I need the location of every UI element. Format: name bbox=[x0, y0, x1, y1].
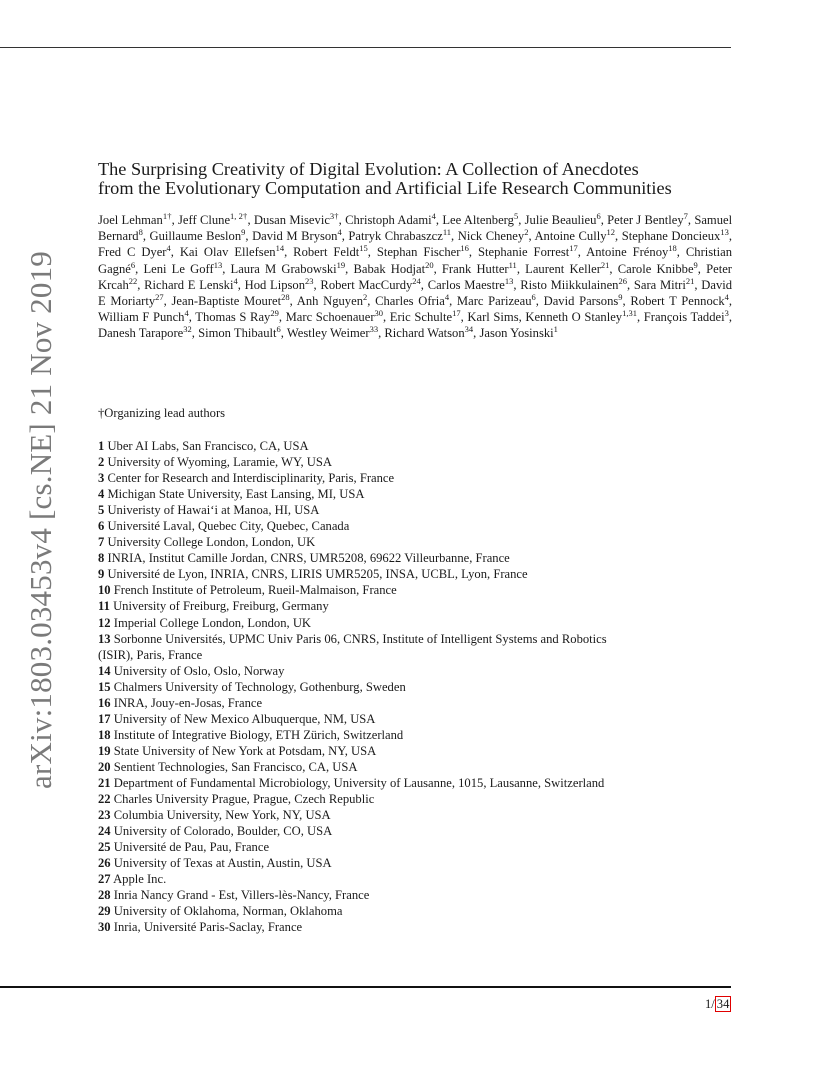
author-name: Kenneth O Stanley bbox=[525, 310, 623, 325]
affiliation-number: 15 bbox=[98, 679, 111, 694]
affiliation-text: Imperial College London, London, UK bbox=[113, 615, 312, 630]
affiliation-text: University of New Mexico Albuquerque, NM, USA bbox=[113, 711, 376, 726]
author bbox=[297, 294, 368, 308]
author-affiliation-marker: 18 bbox=[668, 243, 677, 254]
author-affiliation-marker: 33 bbox=[369, 324, 379, 335]
author-name: Marc Parizeau bbox=[456, 294, 532, 309]
author-affiliation-marker: 3 bbox=[724, 308, 729, 319]
affiliation-item bbox=[98, 518, 738, 534]
author-affiliation-marker: 4 bbox=[337, 227, 342, 238]
affiliation-text: Apple Inc. bbox=[113, 872, 167, 887]
author-name: Danesh Tarapore bbox=[98, 326, 184, 341]
affiliation-number: 10 bbox=[98, 583, 111, 598]
author-name: Christoph Adami bbox=[345, 213, 432, 227]
author-name: Charles Ofria bbox=[375, 294, 445, 309]
affiliation-number: 9 bbox=[98, 567, 105, 582]
author-affiliation-marker: 4 bbox=[431, 211, 436, 221]
affiliation-item bbox=[98, 743, 738, 759]
author bbox=[633, 275, 695, 292]
affiliation-item bbox=[98, 871, 738, 887]
author-affiliation-marker: 4 bbox=[724, 292, 729, 303]
affiliation-text: Center for Research and Interdisciplinarity, Paris, France bbox=[107, 471, 395, 486]
affiliation-text: University of Oslo, Oslo, Norway bbox=[113, 663, 285, 678]
author-name: David E Moriarty bbox=[98, 277, 733, 309]
affiliation-text: State University of New York at Potsdam, NY, USA bbox=[113, 743, 377, 758]
author-name: Kai Olav Ellefsen bbox=[179, 245, 276, 260]
affiliation-text: INRIA, Institut Camille Jordan, CNRS, UMR5208, 69622 Villeurbanne, France bbox=[107, 551, 510, 566]
affiliation-item bbox=[98, 695, 738, 711]
affiliation-item bbox=[98, 598, 738, 614]
author bbox=[377, 245, 469, 259]
title-line-1: The Surprising Creativity of Digital Evolution: A Collection of Anecdotes bbox=[98, 159, 639, 179]
affiliation-text: INRA, Jouy-en-Josas, France bbox=[113, 695, 263, 710]
page-number bbox=[705, 996, 731, 1012]
author bbox=[525, 310, 637, 324]
author bbox=[390, 310, 461, 324]
affiliation-item bbox=[98, 486, 738, 502]
author-name: Stephan Fischer bbox=[376, 245, 461, 260]
affiliation-number: 29 bbox=[98, 904, 111, 919]
author-affiliation-marker: 4 bbox=[444, 292, 450, 303]
affiliation-number: 5 bbox=[98, 503, 105, 518]
author-affiliation-marker: 2 bbox=[524, 227, 529, 238]
author-affiliation-marker: 6 bbox=[596, 211, 601, 221]
affiliation-item bbox=[98, 663, 738, 679]
author-list: Joel Lehman$^{1\dagger}$, Jeff Clune$^{1, 2\dagger}$, Dusan Misevic$^{3\dagger}$, Christoph Adami$^4$, Lee Altenberg$^5$, Julie Beaulieu$^6$, Peter J Bentley$^7$, Samuel Bernard$^8$, Guillaume Beslon$^9$, David M Bryson$^4$, Patryk Chrabaszcz$^{11}$, Nick Cheney$^2$, Antoine Cully$^{12}$, Stephane Doncieux$^{13}$, Fred C Dyer$^4$, Kai Olav Ellefsen$^{14}$, Robert Feldt$^{15}$, Stephan Fischer$^{16}$, Stephanie Forrest$^{17}$, Antoine Frénoy$^{18}$, Christian Gagné$^6$, Leni Le Goff$^{13}$, Laura M Grabowski$^{19}$, Babak Hodjat$^{20}$, Frank Hutter$^{11}$, Laurent Keller$^{21}$, Carole Knibbe$^9$, Peter Krcah$^{22}$, Richard E Lenski$^4$, Hod Lipson$^{23}$, Robert MacCurdy$^{24}$, Carlos Maestre$^{13}$, Risto Miikkulainen$^{26}$, Sara Mitri$^{21}$, David E Moriarty$^{27}$, Jean-Baptiste Mouret$^{28}$, Anh Nguyen$^2$, Charles Ofria$^4$, Marc Parizeau$^6$, David Parsons$^9$, Robert T Pennock$^4$, William F Punch$^4$, Thomas S Ray$^{29}$, Marc Schoenauer$^{30}$, Eric Schulte$^{17}$, Karl Sims, Kenneth O Stanley$^{1,31}$, François Taddei$^3$, Danesh Tarapore$^{32}$, Simon Thibault$^6$, Westley Weimer$^{33}$, Richard Watson$^{34}$, Jason Yosinski$^1$ bbox=[98, 211, 733, 341]
author-affiliation-marker: 1, 2† bbox=[230, 211, 248, 221]
affiliation-item bbox=[98, 679, 738, 695]
arxiv-identifier[interactable]: arXiv:1803.03453v4 [cs.NE] 21 Nov 2019 bbox=[23, 251, 58, 789]
affiliation-number: 16 bbox=[98, 695, 111, 710]
author bbox=[98, 326, 192, 340]
affiliation-number: 6 bbox=[98, 519, 105, 534]
affiliation-text: Sorbonne Universités, UPMC Univ Paris 06, CNRS, Institute of Intelligent Systems and Robotics bbox=[113, 631, 607, 646]
author-name: Jean-Baptiste Mouret bbox=[171, 294, 282, 309]
author-affiliation-marker: 26 bbox=[618, 275, 627, 286]
author-affiliation-marker: 27 bbox=[155, 292, 164, 303]
author bbox=[525, 213, 601, 227]
footer-rule bbox=[0, 986, 731, 988]
author-affiliation-marker: 9 bbox=[241, 227, 246, 238]
affiliation-item bbox=[98, 470, 738, 486]
affiliation-text: University of Oklahoma, Norman, Oklahoma bbox=[113, 904, 343, 919]
paper-title bbox=[98, 160, 738, 198]
author-affiliation-marker: 20 bbox=[425, 259, 434, 270]
author-affiliation-marker: 13 bbox=[720, 227, 729, 238]
author-name: Westley Weimer bbox=[286, 326, 370, 341]
author-name: François Taddei bbox=[643, 310, 725, 325]
affiliation-item bbox=[98, 454, 738, 470]
affiliation-text: Charles University Prague, Prague, Czech Republic bbox=[113, 792, 375, 807]
author-name: Peter Krcah bbox=[98, 261, 732, 292]
affiliation-number: 21 bbox=[98, 775, 111, 790]
author-name: Hod Lipson bbox=[244, 277, 306, 292]
author bbox=[520, 275, 627, 292]
author bbox=[178, 213, 247, 227]
author-affiliation-marker: 17 bbox=[569, 243, 578, 254]
author-name: Jason Yosinski bbox=[479, 326, 554, 341]
author-name: David M Bryson bbox=[252, 229, 338, 244]
author-name: Nick Cheney bbox=[457, 229, 525, 244]
affiliation-item bbox=[98, 615, 738, 631]
affiliation-text: University of Wyoming, Laramie, WY, USA bbox=[107, 455, 332, 470]
author-name: Babak Hodjat bbox=[353, 261, 426, 276]
affiliation-item bbox=[98, 823, 738, 839]
affiliation-number: 20 bbox=[98, 759, 111, 774]
affiliation-item bbox=[98, 791, 738, 807]
author-affiliation-marker: 4 bbox=[233, 275, 238, 286]
author bbox=[630, 294, 729, 308]
affiliation-item bbox=[98, 775, 738, 791]
affiliation-text: Sentient Technologies, San Francisco, CA, USA bbox=[113, 759, 358, 774]
author-affiliation-marker: 13 bbox=[504, 275, 514, 286]
author bbox=[287, 326, 378, 340]
author bbox=[230, 259, 346, 276]
author-name: Jeff Clune bbox=[178, 213, 231, 227]
author-name: Thomas S Ray bbox=[195, 310, 271, 325]
author-name: Patryk Chrabaszcz bbox=[348, 229, 443, 244]
author bbox=[442, 213, 518, 227]
author-affiliation-marker: 17 bbox=[452, 308, 461, 319]
affiliation-item bbox=[98, 855, 738, 871]
author-name: Dusan Misevic bbox=[253, 213, 330, 227]
affiliation-item bbox=[98, 550, 738, 566]
affiliation-item bbox=[98, 631, 738, 647]
affiliation-item bbox=[98, 839, 738, 855]
affiliation-number: 22 bbox=[98, 792, 111, 807]
author bbox=[427, 275, 514, 292]
affiliation-text: Columbia University, New York, NY, USA bbox=[113, 808, 331, 823]
affiliation-continuation: (ISIR), Paris, France bbox=[98, 647, 203, 662]
affiliation-text: French Institute of Petroleum, Rueil-Malmaison, France bbox=[113, 583, 397, 598]
author-affiliation-marker: 24 bbox=[412, 275, 421, 286]
affiliation-item bbox=[98, 502, 738, 518]
header-rule bbox=[0, 47, 731, 48]
author-name: Carole Knibbe bbox=[617, 261, 694, 276]
author bbox=[286, 310, 383, 324]
author-name: Laurent Keller bbox=[525, 261, 601, 276]
author-name: Karl Sims bbox=[467, 310, 519, 325]
title-line-2: from the Evolutionary Computation and Artificial Life Research Communities bbox=[98, 178, 672, 198]
affiliation-number: 14 bbox=[98, 663, 111, 678]
affiliation-number: 3 bbox=[98, 471, 105, 486]
affiliation-item bbox=[98, 534, 738, 550]
author-name: Christian Gagné bbox=[98, 245, 733, 276]
affiliation-item bbox=[98, 759, 738, 775]
affiliation-text: Inria, Université Paris-Saclay, France bbox=[113, 920, 303, 935]
affiliation-number: 18 bbox=[98, 727, 111, 742]
author-name: David Parsons bbox=[543, 294, 619, 309]
author bbox=[98, 310, 189, 324]
author bbox=[98, 245, 171, 259]
page-current: 1 bbox=[705, 997, 712, 1011]
author-affiliation-marker: 13 bbox=[213, 259, 223, 270]
author-affiliation-marker: 11 bbox=[508, 259, 517, 270]
author-affiliation-marker: 9 bbox=[618, 292, 623, 303]
affiliation-text: Université de Pau, Pau, France bbox=[113, 840, 270, 855]
affiliation-number: 12 bbox=[98, 615, 111, 630]
author-name: Eric Schulte bbox=[389, 310, 453, 325]
author-name: Carlos Maestre bbox=[427, 277, 505, 292]
author-affiliation-marker: 1,31 bbox=[622, 308, 637, 319]
affiliation-text: Institute of Integrative Biology, ETH Zürich, Switzerland bbox=[113, 727, 404, 742]
author-affiliation-marker: 15 bbox=[359, 243, 368, 254]
author-name: William F Punch bbox=[98, 310, 185, 325]
author-name: Richard E Lenski bbox=[144, 277, 234, 292]
affiliation-item bbox=[98, 582, 738, 598]
author-affiliation-marker: 1† bbox=[162, 211, 172, 221]
author-name: Frank Hutter bbox=[441, 261, 509, 276]
affiliation-text: Univeristy of Hawai‘i at Manoa, HI, USA bbox=[107, 503, 320, 518]
author bbox=[544, 294, 623, 308]
author-name: Stephanie Forrest bbox=[477, 245, 570, 260]
author bbox=[244, 275, 314, 292]
author-affiliation-marker: 32 bbox=[183, 324, 192, 335]
author-affiliation-marker: 8 bbox=[138, 227, 143, 238]
author-name: Marc Schoenauer bbox=[285, 310, 375, 325]
author bbox=[458, 229, 529, 243]
affiliation-number: 7 bbox=[98, 535, 105, 550]
affiliation-item bbox=[98, 566, 738, 582]
author-affiliation-marker: 6 bbox=[531, 292, 536, 303]
author-name: Simon Thibault bbox=[198, 326, 277, 341]
author-name: Stephane Doncieux bbox=[621, 229, 721, 244]
author bbox=[622, 229, 729, 243]
lead-authors-note: †Organizing lead authors bbox=[98, 406, 226, 420]
author-affiliation-marker: 12 bbox=[606, 227, 616, 238]
author-affiliation-marker: 21 bbox=[685, 275, 695, 286]
affiliation-number: 17 bbox=[98, 711, 111, 726]
affiliation-number: 27 bbox=[98, 872, 111, 887]
affiliation-item bbox=[98, 711, 738, 727]
affiliation-item bbox=[98, 919, 738, 935]
affiliation-item bbox=[98, 727, 738, 743]
affiliation-number: 8 bbox=[98, 551, 105, 566]
author bbox=[384, 326, 473, 340]
affiliation-list bbox=[98, 438, 738, 935]
author bbox=[375, 294, 449, 308]
affiliation-number: 28 bbox=[98, 888, 111, 903]
author-name: Antoine Cully bbox=[534, 229, 607, 244]
author bbox=[149, 229, 245, 243]
author bbox=[478, 245, 578, 259]
author-affiliation-marker: 23 bbox=[305, 275, 314, 286]
author-affiliation-marker: 34 bbox=[464, 324, 474, 335]
affiliation-text: Université Laval, Quebec City, Quebec, Canada bbox=[107, 519, 350, 534]
author bbox=[467, 310, 518, 324]
affiliation-text: Department of Fundamental Microbiology, University of Lausanne, 1015, Lausanne, Switzerland bbox=[113, 775, 605, 790]
page-separator: / bbox=[711, 997, 715, 1011]
author-affiliation-marker: 5 bbox=[513, 211, 519, 221]
author bbox=[195, 310, 279, 324]
author bbox=[320, 275, 421, 292]
affiliation-number: 4 bbox=[98, 487, 105, 502]
affiliation-text: Michigan State University, East Lansing, MI, USA bbox=[107, 487, 365, 502]
author-affiliation-marker: 1 bbox=[553, 324, 558, 335]
author-name: Lee Altenberg bbox=[442, 213, 514, 227]
author bbox=[143, 259, 223, 276]
author bbox=[586, 245, 677, 259]
author bbox=[479, 326, 557, 340]
author bbox=[252, 229, 342, 243]
affiliation-number: 19 bbox=[98, 743, 111, 758]
author-affiliation-marker: 29 bbox=[270, 308, 279, 319]
author-name: Anh Nguyen bbox=[296, 294, 363, 309]
author-name: Guillaume Beslon bbox=[149, 229, 242, 244]
author-name: Fred C Dyer bbox=[98, 245, 167, 260]
affiliation-text: Uber AI Labs, San Francisco, CA, USA bbox=[107, 439, 309, 453]
author-name: Risto Miikkulainen bbox=[520, 277, 619, 292]
author-affiliation-marker: 28 bbox=[281, 292, 290, 303]
author-name: Peter J Bentley bbox=[607, 213, 684, 227]
author-name: Laura M Grabowski bbox=[230, 261, 337, 276]
author-name: Julie Beaulieu bbox=[524, 213, 597, 227]
author-affiliation-marker: 11 bbox=[442, 227, 452, 238]
author-affiliation-marker: 14 bbox=[275, 243, 285, 254]
affiliation-item bbox=[98, 438, 738, 454]
author bbox=[345, 213, 436, 227]
affiliation-number: 25 bbox=[98, 840, 111, 855]
author-affiliation-marker: 9 bbox=[693, 259, 698, 270]
affiliation-item bbox=[98, 903, 738, 919]
author-name: Leni Le Goff bbox=[143, 261, 214, 276]
author-name: Robert Feldt bbox=[293, 245, 360, 260]
affiliation-number: 13 bbox=[98, 631, 111, 646]
affiliation-text: University of Freiburg, Freiburg, Germany bbox=[113, 599, 329, 614]
affiliation-number: 26 bbox=[98, 856, 111, 871]
affiliation-number: 1 bbox=[98, 439, 105, 453]
author-name: Robert MacCurdy bbox=[320, 277, 413, 292]
affiliation-number: 2 bbox=[98, 455, 105, 470]
author bbox=[607, 213, 688, 227]
affiliation-number: 30 bbox=[98, 920, 111, 935]
affiliation-number: 23 bbox=[98, 808, 111, 823]
author bbox=[198, 326, 281, 340]
affiliation-text: University of Texas at Austin, Austin, USA bbox=[113, 856, 332, 871]
author bbox=[441, 259, 517, 276]
author-affiliation-marker: 6 bbox=[276, 324, 281, 335]
author-name: Joel Lehman bbox=[98, 213, 163, 227]
author bbox=[353, 259, 434, 276]
affiliation-text: Université de Lyon, INRIA, CNRS, LIRIS UMR5205, INSA, UCBL, Lyon, France bbox=[107, 567, 528, 582]
affiliation-number: 11 bbox=[98, 599, 110, 614]
author bbox=[172, 294, 290, 308]
author bbox=[534, 229, 615, 243]
author bbox=[644, 310, 729, 324]
author-affiliation-marker: 6 bbox=[130, 259, 136, 270]
author bbox=[98, 213, 172, 227]
author-affiliation-marker: 7 bbox=[683, 211, 688, 221]
author-affiliation-marker: 22 bbox=[128, 275, 138, 286]
author-affiliation-marker: 4 bbox=[184, 308, 189, 319]
author-affiliation-marker: 19 bbox=[336, 259, 346, 270]
author-name: Robert T Pennock bbox=[630, 294, 725, 309]
author-affiliation-marker: 16 bbox=[460, 243, 469, 254]
author-affiliation-marker: 21 bbox=[600, 259, 610, 270]
author-affiliation-marker: 3† bbox=[329, 211, 339, 221]
affiliation-text: University of Colorado, Boulder, CO, USA bbox=[113, 824, 333, 839]
author bbox=[525, 259, 610, 276]
total-pages-link[interactable]: 34 bbox=[716, 997, 730, 1011]
author bbox=[254, 213, 339, 227]
author bbox=[457, 294, 536, 308]
author-name: Antoine Frénoy bbox=[586, 245, 669, 260]
affiliation-number: 24 bbox=[98, 824, 111, 839]
author bbox=[144, 275, 238, 292]
author-affiliation-marker: 4 bbox=[166, 243, 171, 254]
affiliation-text: Chalmers University of Technology, Gothenburg, Sweden bbox=[113, 679, 406, 694]
author bbox=[617, 259, 698, 276]
author bbox=[348, 229, 451, 243]
affiliation-item bbox=[98, 887, 738, 903]
author bbox=[180, 245, 284, 259]
author-name: Samuel Bernard bbox=[98, 213, 733, 244]
author-name: Richard Watson bbox=[384, 326, 465, 341]
author-affiliation-marker: 2 bbox=[363, 292, 368, 303]
affiliation-item bbox=[98, 807, 738, 823]
author-affiliation-marker: 30 bbox=[374, 308, 384, 319]
affiliation-text: University College London, London, UK bbox=[107, 535, 316, 550]
author-name: Sara Mitri bbox=[633, 277, 686, 292]
author bbox=[293, 245, 368, 259]
affiliation-text: Inria Nancy Grand - Est, Villers-lès-Nancy, France bbox=[113, 888, 370, 903]
